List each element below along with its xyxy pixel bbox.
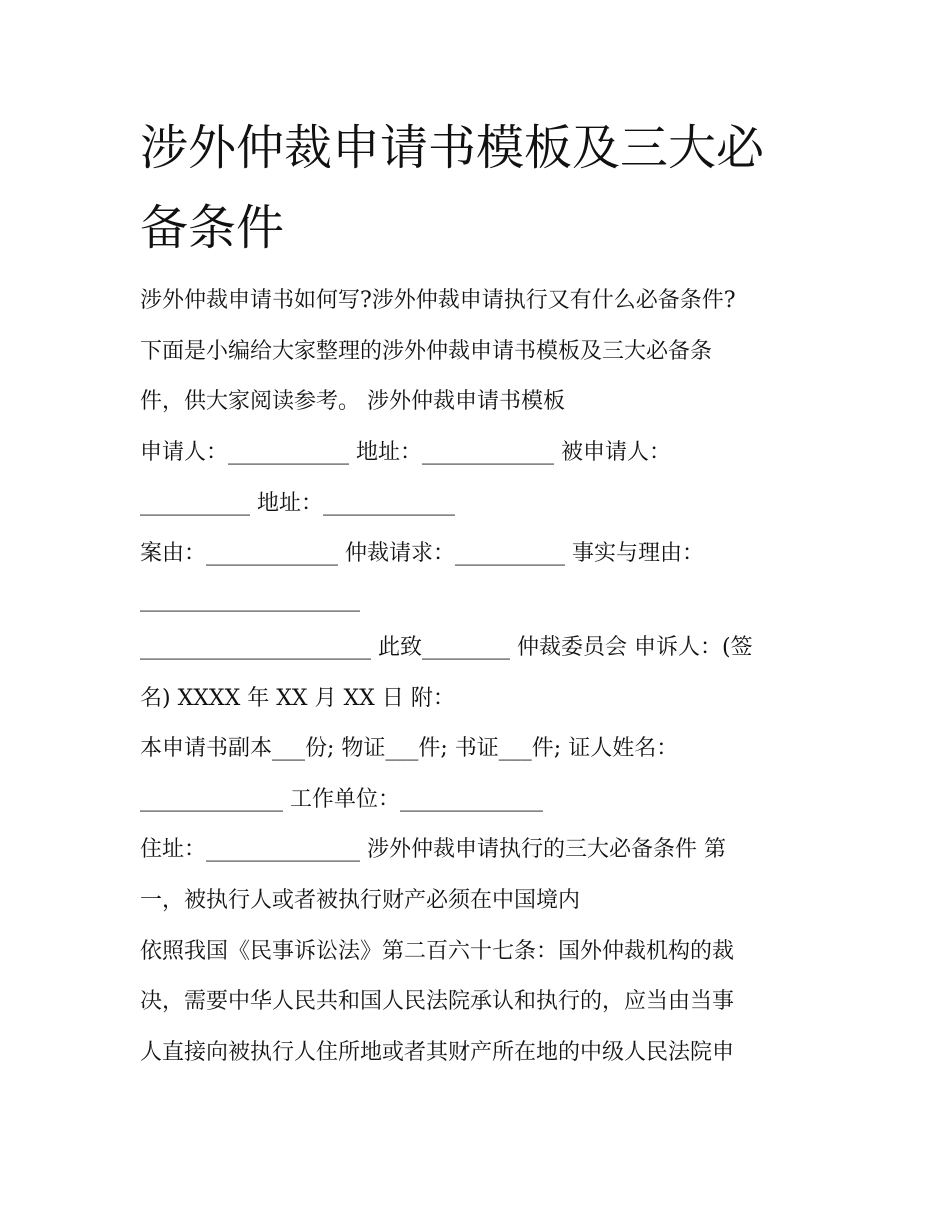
paragraph-line-5: __________ 地址：____________	[140, 491, 455, 516]
paragraph-line-10: 本申请书副本___份; 物证___件; 书证___件; 证人姓名：	[140, 736, 679, 761]
paragraph-line-13: 一，被执行人或者被执行财产必须在中国境内	[140, 888, 581, 913]
paragraph-line-7: ____________________	[140, 587, 360, 612]
document-title-line-1: 涉外仲裁申请书模板及三大必	[140, 120, 765, 176]
paragraph-line-11: _____________ 工作单位：_____________	[140, 787, 543, 812]
paragraph-line-14: 依照我国《民事诉讼法》第二百六十七条：国外仲裁机构的裁	[140, 939, 735, 964]
paragraph-line-6: 案由：____________ 仲裁请求：__________ 事实与理由：	[140, 541, 704, 566]
paragraph-line-16: 人直接向被执行人住所地或者其财产所在地的中级人民法院申	[140, 1040, 735, 1065]
paragraph-line-12: 住址：______________ 涉外仲裁申请执行的三大必备条件 第	[140, 837, 726, 862]
document-title-line-2: 备条件	[140, 200, 285, 256]
paragraph-line-8: _____________________ 此致________ 仲裁委员会 申诉人：(签	[140, 635, 753, 660]
paragraph-line-2: 下面是小编给大家整理的涉外仲裁申请书模板及三大必备条	[140, 339, 713, 364]
paragraph-line-9: 名) XXXX 年 XX 月 XX 日 附：	[140, 686, 455, 711]
paragraph-line-15: 决，需要中华人民共和国人民法院承认和执行的，应当由当事	[140, 989, 735, 1014]
paragraph-line-1: 涉外仲裁申请书如何写?涉外仲裁申请执行又有什么必备条件?	[140, 288, 736, 313]
paragraph-line-4: 申请人：___________ 地址：____________ 被申请人：	[140, 440, 671, 465]
paragraph-line-3: 件，供大家阅读参考。 涉外仲裁申请书模板	[140, 389, 565, 414]
